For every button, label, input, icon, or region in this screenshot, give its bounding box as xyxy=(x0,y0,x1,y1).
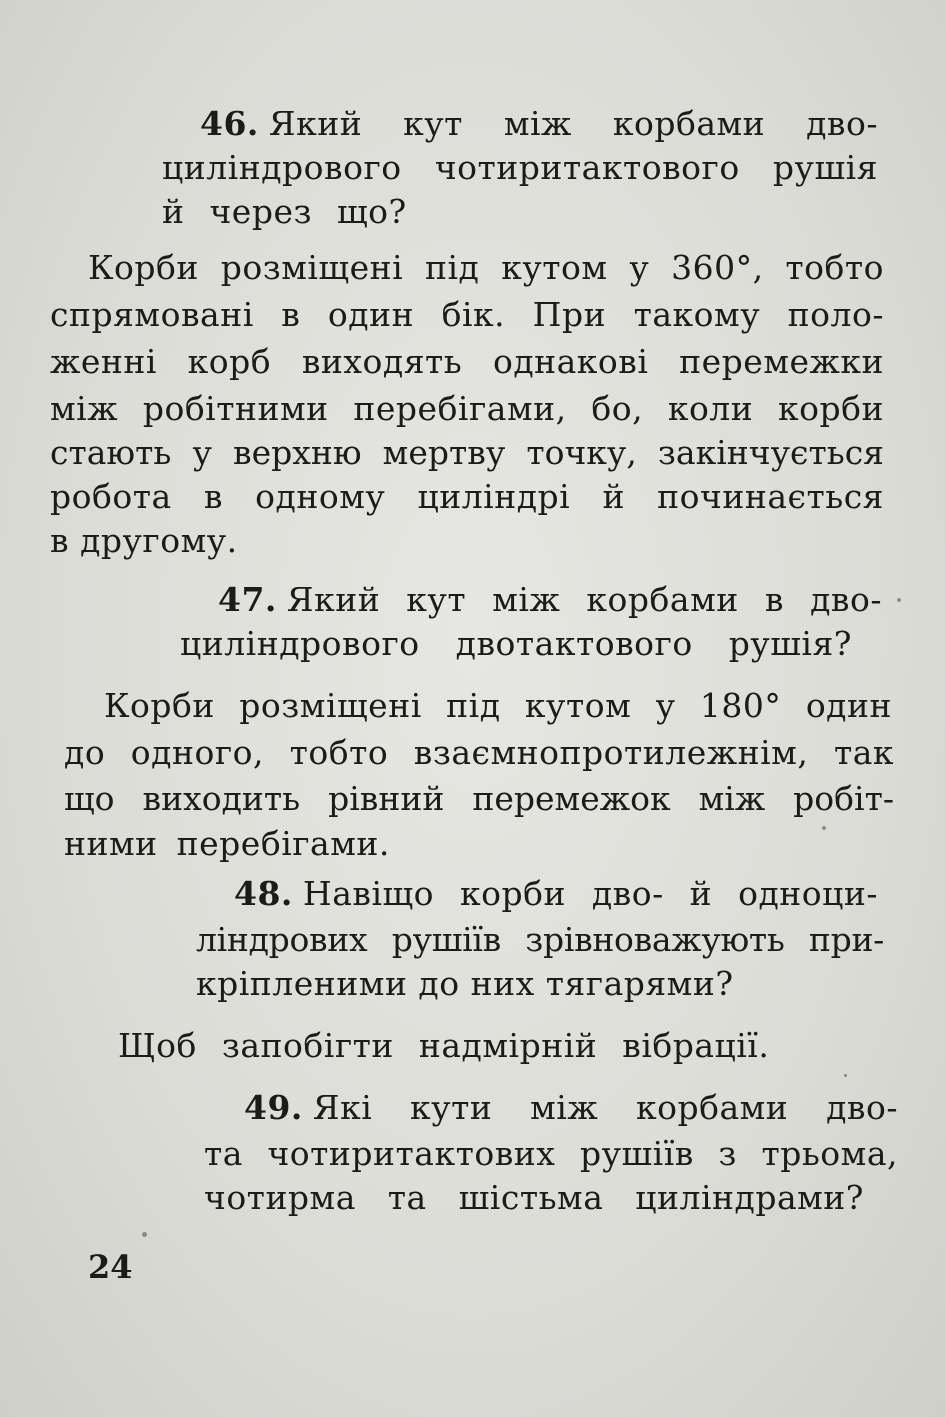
print-speck xyxy=(142,1232,147,1237)
a46-line-2 xyxy=(50,295,884,335)
q46-text-2: циліндрового чотиритактового рушія xyxy=(162,148,878,187)
a46-line-3 xyxy=(50,342,884,382)
a47-line-3 xyxy=(64,779,894,819)
q48-text-2: ліндрових рушіїв зрівноважують при- xyxy=(196,920,884,959)
q47-line-1 xyxy=(218,580,882,620)
a46-text-2: спрямовані в один бік. При такому поло- xyxy=(50,295,884,334)
a46-line-6 xyxy=(50,477,884,517)
print-speck xyxy=(822,826,826,830)
a46-line-4 xyxy=(50,389,884,429)
q46-line-1 xyxy=(200,104,878,144)
q46-line-2 xyxy=(162,148,878,188)
q48-text-3: кріпленими до них тягарями? xyxy=(196,964,734,1003)
a47-text-3: що виходить рівний перемежок між робіт- xyxy=(64,779,894,818)
a46-line-5 xyxy=(50,433,884,473)
print-speck xyxy=(844,1074,847,1077)
a46-text-3: женні корб виходять однакові перемежки xyxy=(50,342,884,381)
a47-line-2 xyxy=(64,733,894,773)
q48-number: 48. xyxy=(234,874,293,913)
q46-line-3 xyxy=(162,192,407,232)
q47-number: 47. xyxy=(218,580,277,619)
a47-text-2: до одного, тобто взаємнопротилежнім, так xyxy=(64,733,894,772)
q49-line-1 xyxy=(244,1088,898,1128)
q49-line-3 xyxy=(204,1178,864,1218)
q47-line-2 xyxy=(180,624,852,664)
a46-text-4: між робітними перебігами, бо, коли корби xyxy=(50,389,884,428)
a47-text-1: Корби розміщені під кутом у 180° один xyxy=(104,686,892,725)
q47-text-2: циліндрового двотактового рушія? xyxy=(180,624,852,663)
q48-text-1: Навіщо корби дво- й одноци- xyxy=(302,874,878,913)
a48-line-1 xyxy=(118,1026,769,1066)
q48-line-1 xyxy=(234,874,878,914)
a47-line-4 xyxy=(64,824,390,864)
a46-text-1: Корби розміщені під кутом у 360°, тобто xyxy=(88,248,884,287)
a46-text-7: в другому. xyxy=(50,521,238,560)
q49-text-1: Які кути між корбами дво- xyxy=(312,1088,898,1127)
a48-text-1: Щоб запобігти надмірній вібрації. xyxy=(118,1026,770,1065)
a46-text-5: стають у верхню мертву точку, закінчується xyxy=(50,433,884,472)
q49-text-3: чотирма та шістьма циліндрами? xyxy=(204,1178,864,1217)
a46-text-6: робота в одному циліндрі й починається xyxy=(50,477,884,516)
q46-number: 46. xyxy=(200,104,259,143)
q46-text-3: й через що? xyxy=(162,192,407,231)
q49-number: 49. xyxy=(244,1088,303,1127)
a46-line-1 xyxy=(88,248,884,288)
a47-text-4: ними перебігами. xyxy=(64,824,390,863)
q48-line-2 xyxy=(196,920,884,960)
q48-line-3 xyxy=(196,964,734,1004)
q49-line-2 xyxy=(204,1134,898,1174)
print-speck xyxy=(897,598,901,602)
q47-text-1: Який кут між корбами в дво- xyxy=(286,580,882,619)
a47-line-1 xyxy=(104,686,892,726)
a46-line-7 xyxy=(50,521,238,561)
q46-text-1: Який кут між корбами дво- xyxy=(268,104,878,143)
q49-text-2: та чотиритактових рушіїв з трьома, xyxy=(204,1134,898,1173)
page-number: 24 xyxy=(88,1248,133,1286)
